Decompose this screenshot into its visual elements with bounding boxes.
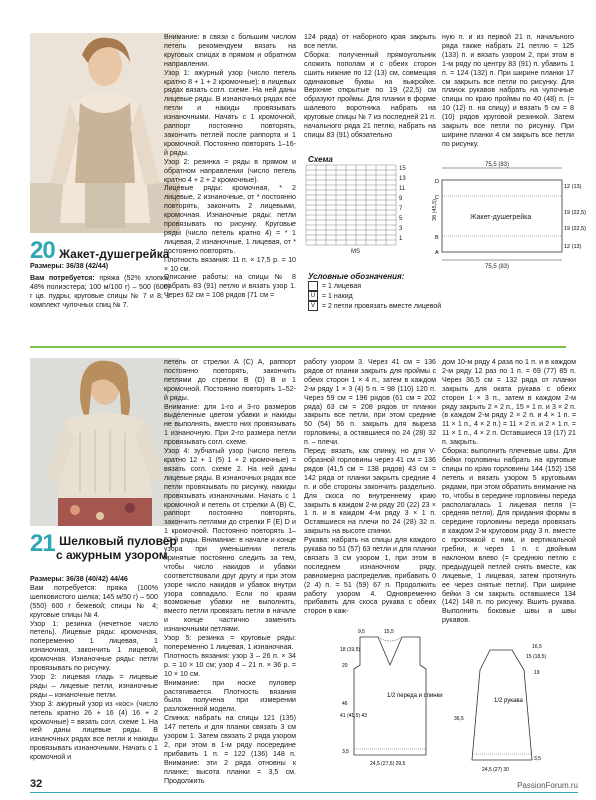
- materials-lead: Вам потребуется:: [30, 273, 95, 282]
- right-measure: 19 (22,5): [564, 210, 587, 216]
- legend-item: [308, 281, 441, 291]
- section-21-heading: [30, 530, 180, 562]
- pattern-label: 1/2 рукава: [494, 698, 523, 704]
- paragraph: Узор 3: ажурный узор из «кос» (число петель кратно 26 + 16 (4) 16 + 2 кромочные) = вязать согл. схеме 1. На ней даны лицевые ряды. В изнаночных рядах все петли и накиды провязывать изнаночными. Начать с 1 кромочной и: [30, 699, 158, 762]
- section-21-column-1: [30, 575, 158, 762]
- letter-c: C: [435, 195, 439, 201]
- section-20-heading: [30, 237, 180, 265]
- dim: 15 (18,5): [526, 654, 547, 660]
- section-title: Жакет-душегрейка: [59, 247, 170, 261]
- legend-label: = 1 лицевая: [322, 282, 362, 290]
- paragraph: Плотность вязания: 11 п. × 17,5 р. = 10 × 10 см.: [164, 255, 296, 273]
- legend-label: = 1 накид: [322, 292, 353, 300]
- paragraph: Сборка: полученный прямоугольник сложить пополам и с обеих сторон сшить нижние по 12 (13) см, совмещая одинаковые буквы на выкройке. Верхние открытые по 19 (22,5) см образуют проймы. Для планки в форме шалевого воротника набрать на круговые спицы № 7 из последней 21 п. начального ряда 21 петлю, набрать на спицы 83 (91) обязательно: [304, 50, 436, 139]
- dim: 18 (19,5): [340, 647, 361, 653]
- row-number: 13: [399, 176, 406, 182]
- row-number: 3: [399, 226, 403, 232]
- pullover-photo: [30, 358, 180, 526]
- letter-d: D: [435, 179, 439, 185]
- section-20-materials: [30, 262, 170, 310]
- k2tog-symbol-icon: V: [308, 301, 318, 311]
- pullover-body-pattern: [340, 625, 443, 775]
- row-number: 11: [399, 186, 406, 192]
- dim: 19: [534, 670, 540, 676]
- paragraph: работу узором 3. Через 41 см = 136 рядов от планки закрыть для проймы с обеих сторон 1 × 4 п., затем в каждом 2-м ряду 1 × 3 (4) 5 п. = 98 (110) 120 п. Через 59 см = 196 рядов (61 см = 202 ряда) 63 см = 208 рядов от планки закрыть все петли, при этом средние 50 (54) 56 п. закрыть для выреза горловины, а оставшиеся по 24 (28) 32 п. – плечи.: [304, 358, 436, 447]
- right-measure: 12 (13): [564, 244, 582, 250]
- paragraph: петель от стрелки A (C) A, раппорт постоянно повторять, закончить петлями до стрелки B (D) B и 1 кромочной. Постоянно повторять 1–52-й ряды.: [164, 358, 296, 402]
- knit-symbol-icon: [308, 281, 318, 291]
- paragraph: 124 ряда) от наборного края закрыть все петли.: [304, 33, 436, 50]
- section-21-column-3: [304, 358, 436, 616]
- dim: 36,5: [454, 716, 464, 722]
- dim: 20: [342, 663, 348, 669]
- schema-title: Схема: [308, 155, 333, 164]
- dim: 3,5: [534, 756, 541, 762]
- paragraph: Внимание: для 1-го и 3-го размеров выделенные цветом убавки и накиды не выполнять, вместо них провязывать 1 изнаночную. При 2-го размера петли провязывать согл. схеме.: [164, 402, 296, 447]
- paragraph: Сборка: выполнить плечевые швы. Для бейки горловины набрать на круговые спицы по краю горловины 144 (152) 158 петель и вязать узором 5 круговыми рядами, при этом обратить внимание на то, чтобы в середине горловины переда располагалась 1 лицевая петля (= средняя петля). Для придания формы в середине горловины переда провязать в каждом 2-м круговом ряду 3 п. вместе с протяжкой с ним, и вертикальной гребни, и через 1 п. с двойным наклоном влево (= среднюю петлю с предыдущей петлей снять вместе, как лицевые, 1 лицевая, затем протянуть ее через снятые петли). При ширине бейки 3 см закрыть оставшиеся 134 (142) 148 п. по рисунку. Вшить рукава. Выполнить боковые швы и швы рукавов.: [442, 447, 576, 625]
- legend: [308, 272, 441, 311]
- section-divider: [30, 346, 566, 348]
- legend-item: [308, 291, 441, 301]
- dim: 16,5: [532, 644, 542, 650]
- section-20-column-3: [304, 33, 436, 140]
- jacket-photo: [30, 33, 180, 233]
- dim: 24,5 (27,5) 29,5: [370, 761, 406, 767]
- paragraph: Внимание: при носке пуловер растягивается. Плотность вязания была получена при измерении разложенной модели.: [164, 678, 296, 714]
- sizes-line: Размеры: 36/38 (42/44): [30, 262, 109, 270]
- paragraph: Описание работы: на спицы № 8 набрать 83 (91) петлю и вязать узор 1. Через 62 см = 108 рядов (71 см =: [164, 273, 296, 300]
- paragraph: Узор 1: ажурный узор (число петель кратно 8 + 1 + 2 кромочные): в лицевых рядах вязать согл. схеме. На ней даны лицевые ряды. В изнаночных рядах все петли и накиды провязывать изнаночными. Начать с 1 кромочной, раппорт постоянно повторять, закончить петлей после раппорта и 1 кромочной. Постоянно повторять 1–16-й ряды.: [164, 68, 296, 157]
- paragraph: Перед: вязать, как спинку, но для V-образной горловины через 41 см = 136 рядов (41,5 см = 138 рядов) 43 см = 142 ряда от планки закрыть средние 4 п. и обе стороны закончить раздельно. Для скоса по внутреннему краю закрыть в каждом 2-м ряду 20 (22) 23 × 1 п. и в каждом 4-м ряду 3 × 1 п. Оставшиеся на плечи по 24 (28) 32 п. закрыть на высоте спинки.: [304, 447, 436, 536]
- dim: 15,5: [384, 629, 394, 635]
- section-title-line-1: Шелковый пуловер: [59, 534, 177, 548]
- paragraph: Спинка: набрать на спицы 121 (135) 147 петель и для планки связать 3 см узором 1. Затем связать 2 ряда узором 2, при этом в 1-м ряду посередине прибавить 1 п. = 122 (136) 148 п. Внимание: эти 2 ряда отновны к планке; высота планки = 3,5 см. Продолжить: [164, 714, 296, 785]
- row-number: 1: [399, 236, 403, 242]
- paragraph: Вам потребуется: пряжа (100% шелковистого шелка; 145 м/50 г) – 500 (550) 600 г бежевой; спицы № 4; круговые спицы № 4.: [30, 583, 158, 619]
- legend-label: = 2 петли провязать вместе лицевой: [322, 302, 442, 310]
- paragraph: Внимание: в связи с большим числом петель рекомендуем вязать на круговых спицах в прямом и обратном направлении.: [164, 33, 296, 68]
- paragraph: Размеры: 36/38 (40/42) 44/46: [30, 575, 128, 583]
- paragraph: ную п. и из первой 21 п. начального ряда также набрать 21 петлю = 125 (133) п. и вязать узором 2, при этом в 1-м ряду по центру 83 (91) п. убавить 1 п. = 124 (132) п. При ширине планки 17 см закрыть все петли по рисунку. Для планок рукавов набрать на чулочные спицы по краю проймы по 40 (48) п. (= 10 (12) п. на спицу) и вязать 5 см = 8 (10) рядов круговой резинкой. Затем закрыть все петли по рисунку. При ширине планки 4 см закрыть все петли по рисунку.: [442, 33, 574, 148]
- jacket-diagram: [430, 160, 587, 270]
- paragraph: Рукава: набрать на спицы для каждого рукава по 51 (57) 63 петли и для планки связать 3 см узором 1, при этом в последнем изнаночном ряду, равномерно распределив, прибавить 0 (2 4) п. = 51 (59) 67 п. Продолжить работу узором 4. Одновременно прибавить для скоса рукава с обеих сторон в каж-: [304, 536, 436, 616]
- width-bottom: 75,5 (83): [485, 264, 510, 270]
- pattern-label: 1/2 переда и спинки: [387, 693, 443, 699]
- dim: 24,5 (27) 30: [482, 767, 509, 773]
- right-measure: 19 (22,5): [564, 226, 587, 232]
- dim: 46: [342, 701, 348, 707]
- letter-a: A: [435, 250, 439, 256]
- paragraph: Узор 2: лицевая гладь = лицевые ряды – лицевые петли, изнаночные ряды – изнаночные петли.: [30, 672, 158, 699]
- section-20-column-4: [442, 33, 574, 149]
- dim: 3,5: [342, 749, 349, 755]
- paragraph: Узор 4: зубчатый узор (число петель кратно 12 + 1 (5) 1 + 2 кромочные) = вязать согл. схеме 2. На ней даны лицевые ряды. В изнаночных рядах все петли провязывать по рисунку, накиды провязывать изнаночными. Начать с 1 кромочной и петель от стрелки A (B) C, раппорт постоянно повторять, закончить петлями до стрелки F (E) D и 1 кромочной. Постоянно повторять 1–52-й ряды. Внимание: в начале и конце узора при уменьшении петель принятые постоянно следить за тем, чтобы число накидов и убавки соответствовали друг другу и при этом узоре число накидов и убавок внутри узора совпадало. Если по краям возможные убавки не выполнить, вместо петли провязать петли в начале и конце частично заменить изнаночными петлями.: [164, 447, 296, 634]
- paragraph: Плотность вязания: узор 3 – 26 п. × 34 р. = 10 × 10 см; узор 4 – 21 п. × 36 р. = 10 × 10 см.: [164, 651, 296, 678]
- sleeve-pattern: [452, 640, 552, 775]
- row-number: 5: [399, 216, 403, 222]
- right-measure: 12 (13): [564, 184, 582, 190]
- footer-rule: [30, 792, 578, 793]
- section-number: 21: [30, 530, 55, 557]
- width-top: 75,5 (83): [485, 162, 510, 168]
- legend-item: [308, 301, 441, 311]
- source-watermark: PassionForum.ru: [517, 781, 578, 790]
- paragraph: дом 10-м ряду 4 раза по 1 п. и в каждом 2-м ряду 12 раз по 1 п. = 69 (77) 85 п. Через 36,5 см = 132 ряда от планки закрыть для оката рукава с обеих сторон 1 × 3 п., затем в каждом 2-м ряду закрыть 2 × 2 п., 15 × 1 п. и 3 × 2 п. (в каждом 2-м ряду 2 × 2 п. и 4 × 1 п. = 11 × 1 п., 4 × 2 п.) = 11 × 2 п. и 2 × 1 п. = 11 × 1 п., 4 × 2 п. Оставшиеся 13 (17) 21 п. закрыть.: [442, 358, 576, 447]
- dim: 41 (41,5) 43: [340, 713, 367, 719]
- paragraph: Узор 5: резинка = круговые ряды: попеременно 1 лицевая, 1 изнаночная.: [164, 634, 296, 651]
- row-number: 15: [399, 166, 406, 172]
- section-20-column-2: [164, 33, 296, 300]
- row-number: 7: [399, 206, 403, 212]
- left-measure: 38 (45,5): [432, 198, 438, 221]
- page-number: 32: [30, 778, 43, 790]
- dim: 9,5: [358, 629, 365, 635]
- paragraph: Узор 2: резинка = ряды в прямом и обратном направлении (число петель кратно 4 + 2 + 2 кромочные).: [164, 157, 296, 184]
- section-title-line-2: с ажурным узором: [56, 548, 168, 562]
- paragraph: Узор 1: резинка (нечетное число петель). Лицевые ряды: кромочная, попеременно 1 лицевая, 1 изнаночная, закончить 1 лицевой, кромочная. Изнаночные ряды: петли провязывать по рисунку.: [30, 619, 158, 673]
- row-number: 9: [399, 196, 403, 202]
- letter-b: B: [435, 235, 439, 241]
- section-number: 20: [30, 237, 55, 264]
- section-21-column-2: [164, 358, 296, 786]
- ms-label: MS: [351, 249, 360, 255]
- yarn-over-symbol-icon: U: [308, 291, 318, 301]
- garment-label: Жакет-душегрейка: [470, 214, 532, 221]
- legend-title: Условные обозначения:: [308, 272, 405, 281]
- paragraph: Лицевые ряды: кромочная, * 2 лицевые, 2 изнаночные, от * постоянно повторять, закончить 2 лицевыми, кромочная. Изнаночные ряды: петли провязывать по рисунку. Круговые ряды (число петель кратно 4) = * 1 лицевая, 2 изнаночные, 1 лицевая, от * постоянно повторять.: [164, 184, 296, 255]
- section-21-column-4: [442, 358, 576, 625]
- materials-text: пряжа (52% хлопка, 48% полиэстера; 100 м/100 г) – 500 (600) г цв. пудры; круговые спицы № 7 и 8; 1 комплект чулочных спиц № 7.: [30, 273, 170, 309]
- knitting-chart: [306, 165, 420, 257]
